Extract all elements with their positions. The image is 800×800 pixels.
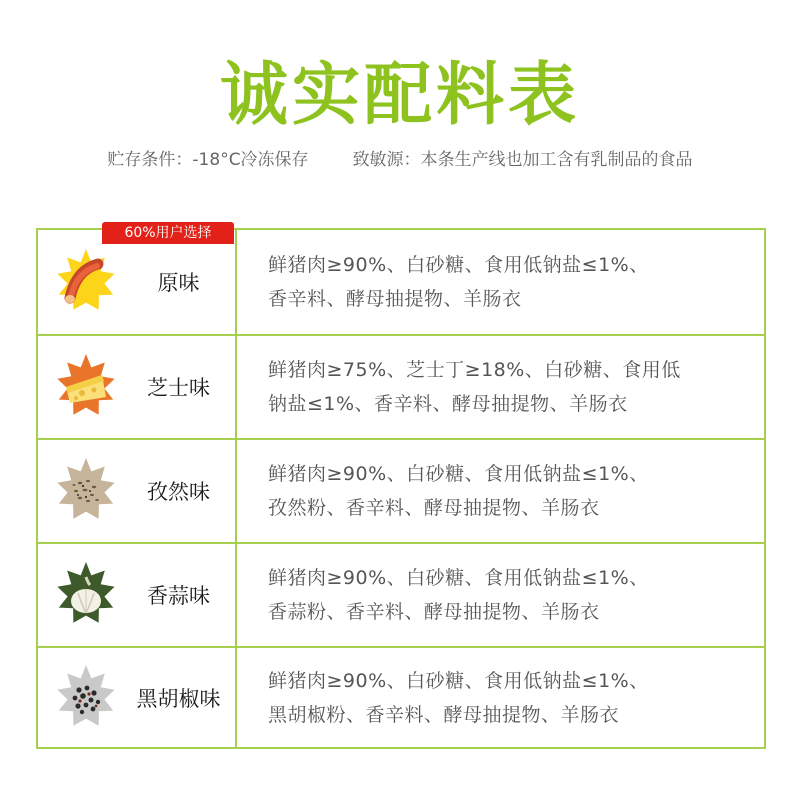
- flavor-cell: [38, 336, 237, 438]
- cumin-icon: [52, 457, 120, 525]
- ingredients-cell: [268, 648, 754, 747]
- cheese-icon: [52, 353, 120, 421]
- ingredients-line: 孜然粉、香辛料、酵母抽提物、羊肠衣: [268, 497, 600, 519]
- ingredients-cell: [268, 230, 754, 334]
- flavor-cell: [38, 544, 237, 646]
- ingredients-line: 鲜猪肉≥90%、白砂糖、食用低钠盐≤1%、: [268, 567, 649, 589]
- flavor-cell: [38, 440, 237, 542]
- ingredients-line: 鲜猪肉≥90%、白砂糖、食用低钠盐≤1%、: [268, 254, 649, 276]
- sausage-icon: [52, 248, 120, 316]
- table-row-garlic: [38, 542, 764, 646]
- flavor-name: 香蒜味: [147, 584, 210, 608]
- flavor-cell: [38, 648, 237, 747]
- ingredients-line: 鲜猪肉≥90%、白砂糖、食用低钠盐≤1%、: [268, 463, 649, 485]
- ingredients-line: 鲜猪肉≥90%、白砂糖、食用低钠盐≤1%、: [268, 669, 649, 692]
- ingredient-table: [36, 228, 766, 749]
- flavor-name: 芝士味: [147, 376, 210, 400]
- table-row-cheese: [38, 334, 764, 438]
- allergen-note: 致敏源：本条生产线也加工含有乳制品的食品: [352, 150, 693, 170]
- garlic-icon: [52, 561, 120, 629]
- table-row-cumin: [38, 438, 764, 542]
- storage-condition: 贮存条件：-18°C冷冻保存: [107, 150, 309, 170]
- black-pepper-icon: [52, 664, 120, 732]
- flavor-cell: [38, 230, 237, 334]
- flavor-name: 原味: [157, 271, 200, 295]
- table-row-black-pepper: [38, 646, 764, 747]
- popular-choice-badge: 60%用户选择: [102, 222, 234, 244]
- ingredients-line: 香辛料、酵母抽提物、羊肠衣: [268, 288, 522, 310]
- ingredients-line: 钠盐≤1%、香辛料、酵母抽提物、羊肠衣: [268, 393, 628, 415]
- ingredients-line: 鲜猪肉≥75%、芝士丁≥18%、白砂糖、食用低: [268, 359, 681, 381]
- ingredients-line: 黑胡椒粉、香辛料、酵母抽提物、羊肠衣: [268, 703, 620, 726]
- ingredients-cell: [268, 336, 754, 438]
- ingredients-line: 香蒜粉、香辛料、酵母抽提物、羊肠衣: [268, 601, 600, 623]
- flavor-name: 孜然味: [147, 480, 210, 504]
- table-row-original: [38, 230, 764, 334]
- storage-info: [0, 148, 800, 172]
- page-title: 诚实配料表: [219, 56, 580, 135]
- flavor-name: 黑胡椒味: [136, 686, 221, 711]
- ingredients-cell: [268, 544, 754, 646]
- ingredients-cell: [268, 440, 754, 542]
